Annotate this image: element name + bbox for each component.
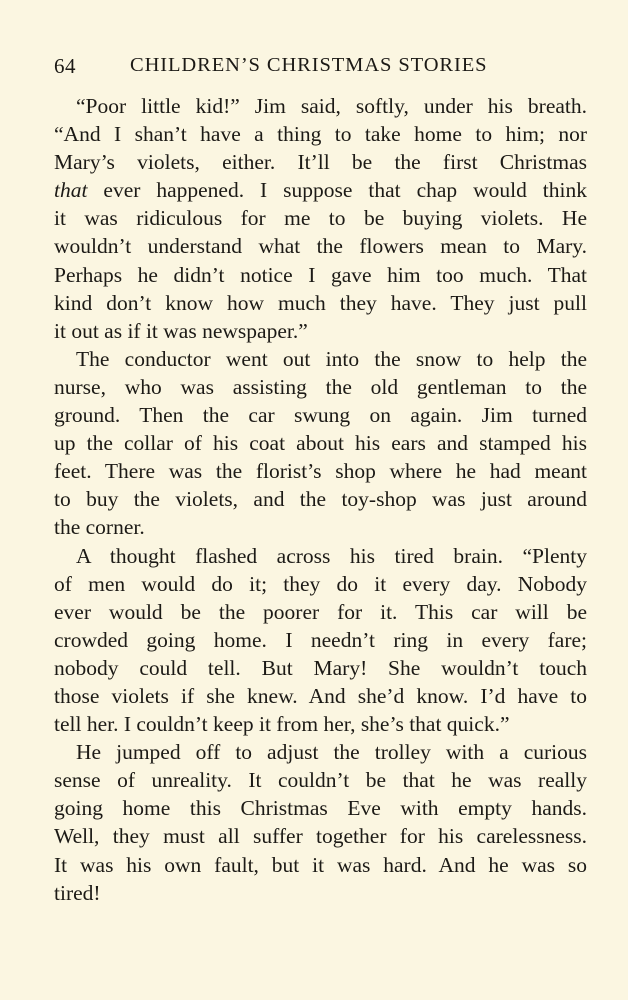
- text-line: ever would be the poorer for it. This car will be: [54, 599, 587, 624]
- body-text: [54, 92, 587, 907]
- text-line: The conductor went out into the snow to help the: [76, 346, 587, 371]
- text-line: crowded going home. I needn’t ring in every fare;: [54, 627, 587, 652]
- paragraph-1: [54, 92, 587, 345]
- text-line: of men would do it; they do it every day. Nobody: [54, 571, 587, 596]
- text-line: He jumped off to adjust the trolley with a curious: [76, 740, 587, 765]
- paragraph-3: [54, 542, 587, 739]
- text-line-with-italic: [54, 176, 587, 204]
- text-line: the corner.: [54, 515, 145, 540]
- text-line: ground. Then the car swung on again. Jim turned: [54, 403, 587, 428]
- text-line: tired!: [54, 880, 101, 905]
- text-line: those violets if she knew. And she’d know. I’d have to: [54, 683, 587, 708]
- text-line: tell her. I couldn’t keep it from her, she’s that quick.”: [54, 712, 510, 737]
- text-line: kind don’t know how much they have. They just pull: [54, 290, 587, 315]
- text-line: It was his own fault, but it was hard. And he was so: [54, 852, 587, 877]
- page-header: [54, 54, 574, 88]
- text-line: it out as if it was newspaper.”: [54, 318, 308, 343]
- text-line: nobody could tell. But Mary! She wouldn’t touch: [54, 655, 587, 680]
- text-line: Mary’s violets, either. It’ll be the first Christmas: [54, 150, 587, 175]
- text-line: up the collar of his coat about his ears and stamped his: [54, 431, 587, 456]
- text-line: nurse, who was assisting the old gentleman to the: [54, 374, 587, 399]
- text-line: feet. There was the florist’s shop where he had meant: [54, 459, 587, 484]
- italic-word: that: [54, 178, 88, 203]
- paragraph-4: [54, 738, 587, 907]
- text-line: A thought flashed across his tired brain. “Plenty: [76, 543, 587, 568]
- text-line: “And I shan’t have a thing to take home to him; nor: [54, 122, 587, 147]
- text-line: to buy the violets, and the toy-shop was just around: [54, 487, 587, 512]
- page-number: 64: [54, 54, 76, 78]
- text-line: going home this Christmas Eve with empty hands.: [54, 796, 587, 821]
- text-line: Well, they must all suffer together for his carelessness.: [54, 824, 587, 849]
- text-line: “Poor little kid!” Jim said, softly, under his breath.: [76, 94, 587, 118]
- text-line: sense of unreality. It couldn’t be that he was really: [54, 768, 587, 793]
- text-line: it was ridiculous for me to be buying violets. He: [54, 206, 587, 231]
- paragraph-2: [54, 345, 587, 542]
- text-line-rest: ever happened. I suppose that chap would think: [103, 178, 587, 203]
- text-line: wouldn’t understand what the flowers mean to Mary.: [54, 234, 587, 259]
- running-head: CHILDREN’S CHRISTMAS STORIES: [130, 54, 488, 76]
- text-line: Perhaps he didn’t notice I gave him too much. That: [54, 262, 587, 287]
